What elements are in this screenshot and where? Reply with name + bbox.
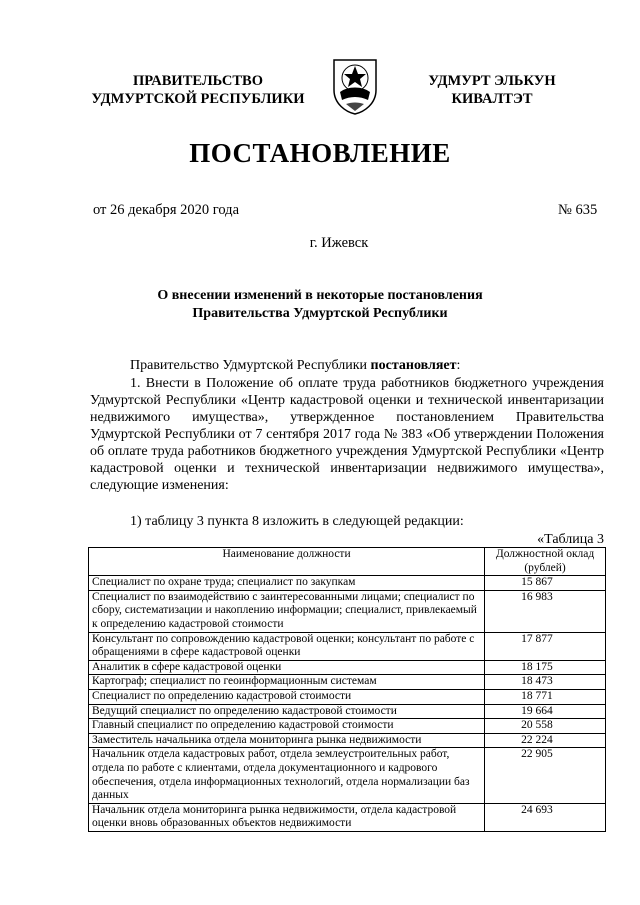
salary-cell: 22 905 <box>485 748 606 803</box>
table-row <box>89 704 606 719</box>
document-subject <box>90 287 550 323</box>
subject-line2: Правительства Удмуртской Республики <box>192 306 448 321</box>
document-date: от 26 декабря 2020 года <box>93 202 239 218</box>
salary-cell: 19 664 <box>485 704 606 719</box>
document-number: № 635 <box>558 202 598 218</box>
position-cell: Начальник отдела кадастровых работ, отдела землеустроительных работ, отдела по работе с клиентами, отдела документационного и кадрового обеспечения, отдела информационных технологий, отдела нормализации баз данных <box>89 748 485 803</box>
salary-table <box>88 547 606 832</box>
salary-cell: 18 175 <box>485 660 606 675</box>
salary-cell: 15 867 <box>485 576 606 591</box>
position-cell: Заместитель начальника отдела мониторинга рынка недвижимости <box>89 733 485 748</box>
position-cell: Специалист по охране труда; специалист по закупкам <box>89 576 485 591</box>
table-row <box>89 719 606 734</box>
item-1-1-paragraph: 1) таблицу 3 пункта 8 изложить в следующей редакции: <box>130 514 464 529</box>
intro-bold: постановляет <box>370 358 457 373</box>
intro-paragraph <box>90 357 604 374</box>
salary-cell: 18 473 <box>485 675 606 690</box>
table-row <box>89 675 606 690</box>
position-cell: Главный специалист по определению кадастровой стоимости <box>89 719 485 734</box>
salary-cell: 20 558 <box>485 719 606 734</box>
position-cell: Ведущий специалист по определению кадастровой стоимости <box>89 704 485 719</box>
col-header-salary-line1: Должностной оклад <box>495 548 595 560</box>
government-name-udmurt <box>418 72 566 108</box>
intro-text: Правительство Удмуртской Республики <box>130 358 371 373</box>
table-row <box>89 576 606 591</box>
government-name-line1: ПРАВИТЕЛЬСТВО <box>133 73 263 89</box>
table-row <box>89 632 606 660</box>
government-name-line2: УДМУРТСКОЙ РЕСПУБЛИКИ <box>91 91 305 107</box>
intro-colon: : <box>456 358 461 373</box>
position-cell: Консультант по сопровождению кадастровой оценки; консультант по работе с обращениями в сфере кадастровой оценки <box>89 632 485 660</box>
position-cell: Начальник отдела мониторинга рынка недвижимости, отдела кадастровой оценки вновь образованных объектов недвижимости <box>89 803 485 831</box>
document-title: ПОСТАНОВЛЕНИЕ <box>189 138 451 168</box>
salary-cell: 17 877 <box>485 632 606 660</box>
position-cell: Специалист по определению кадастровой стоимости <box>89 689 485 704</box>
salary-cell: 24 693 <box>485 803 606 831</box>
position-cell: Специалист по взаимодействию с заинтересованными лицами; специалист по сбору, систематизации и накоплению информации; специалист, привлекаемый к определению кадастровой стоимости <box>89 590 485 632</box>
government-name-udmurt-line1: УДМУРТ ЭЛЬКУН <box>428 73 556 89</box>
table-row <box>89 748 606 803</box>
col-header-salary <box>485 548 606 576</box>
salary-cell: 18 771 <box>485 689 606 704</box>
col-header-position: Наименование должности <box>89 548 485 576</box>
salary-cell: 22 224 <box>485 733 606 748</box>
col-header-salary-line2: (рублей) <box>524 561 566 574</box>
table-row <box>89 733 606 748</box>
subject-line1: О внесении изменений в некоторые постановления <box>157 288 483 303</box>
document-city: г. Ижевск <box>309 235 369 251</box>
salary-cell: 16 983 <box>485 590 606 632</box>
position-cell: Картограф; специалист по геоинформационным системам <box>89 675 485 690</box>
table-row <box>89 590 606 632</box>
coat-of-arms-icon <box>330 56 380 116</box>
item-1-paragraph: 1. Внести в Положение об оплате труда работников бюджетного учреждения Удмуртской Республики «Центр кадастровой оценки и технической инвентаризации недвижимого имущества», утвержденное постановлением Правительства Удмуртской Республики от 7 сентября 2017 года № 383 «Об утверждении Положения об оплате труда работников бюджетного учреждения Удмуртской Республики «Центр кадастровой оценки и технической инвентаризации недвижимого имущества», следующие изменения: <box>90 376 604 493</box>
government-name-russian <box>78 72 318 108</box>
government-name-udmurt-line2: КИВАЛТЭТ <box>451 91 533 107</box>
table-row <box>89 803 606 831</box>
table-row <box>89 689 606 704</box>
table-header-row <box>89 548 606 576</box>
table-caption: «Таблица 3 <box>537 532 604 547</box>
position-cell: Аналитик в сфере кадастровой оценки <box>89 660 485 675</box>
table-row <box>89 660 606 675</box>
